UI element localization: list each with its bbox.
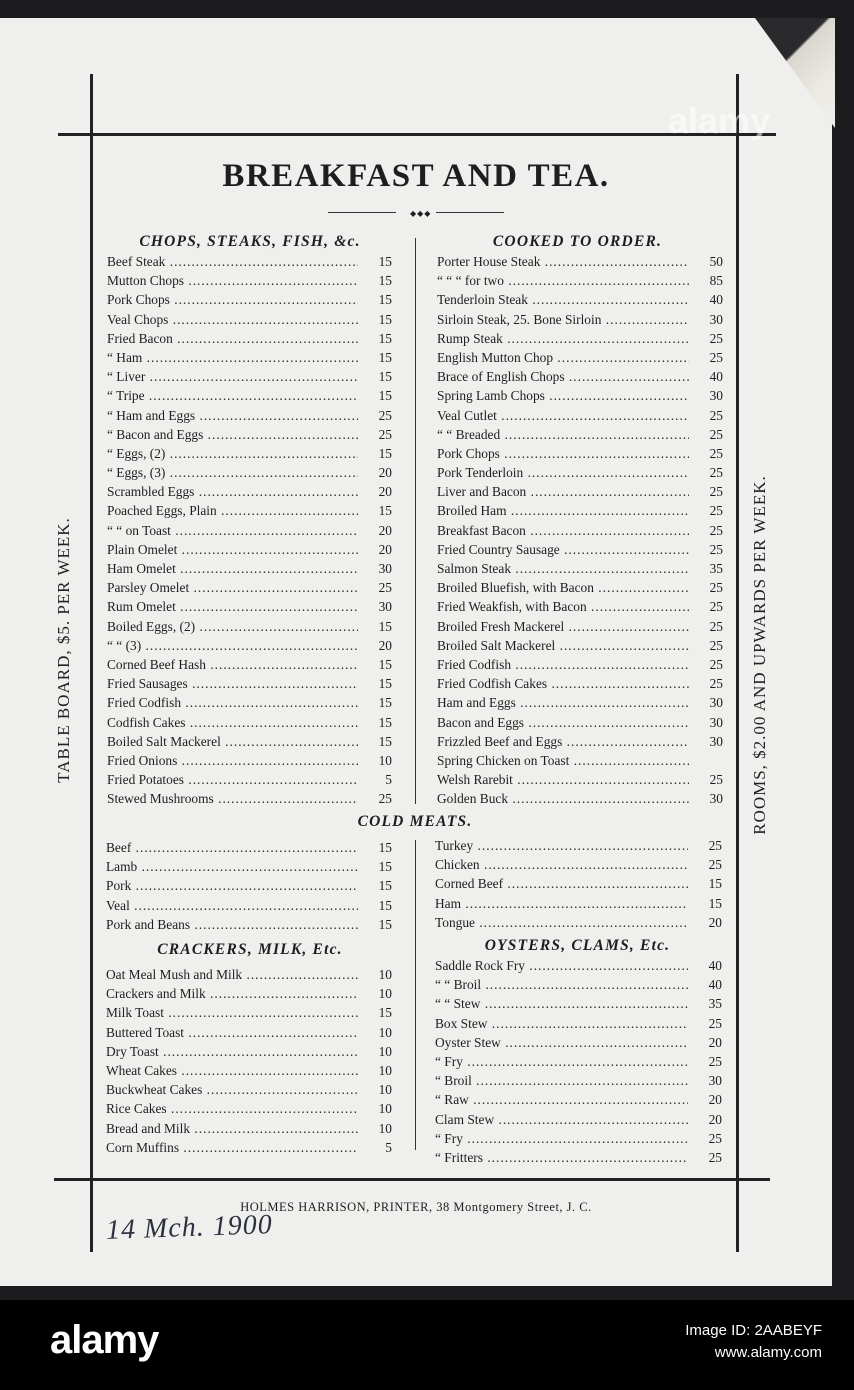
menu-item-name: Beef Steak ..... [107,252,358,271]
menu-item-name: Boiled Eggs, (2) ..... [107,617,358,636]
menu-item [435,1110,722,1129]
menu-item-price: 25 [709,772,723,788]
menu-item-price: 25 [709,349,723,365]
menu-item [106,1042,392,1061]
menu-item-name: Tongue ..... [435,913,688,932]
menu-item-price: 20 [378,541,392,557]
menu-item [107,444,392,463]
menu-item [107,521,392,540]
menu-item-price: 25 [709,330,723,346]
menu-item-name: Buttered Toast ..... [106,1023,358,1042]
menu-item [107,770,392,789]
menu-item [435,994,722,1013]
menu-item-name: “ Fry ..... [435,1129,688,1148]
menu-item [107,655,392,674]
menu-item-name: Crackers and Milk ..... [106,984,358,1003]
menu-item-name: Saddle Rock Fry ..... [435,956,688,975]
rooms-note: ROOMS, $2.00 AND UPWARDS PER WEEK. [750,475,769,835]
menu-item-name: Pork and Beans ..... [106,915,358,934]
table-board-note: TABLE BOARD, $5. PER WEEK. [54,517,73,783]
menu-item-price: 25 [709,445,723,461]
menu-item-name: Rump Steak ..... [437,329,689,348]
menu-item-name: English Mutton Chop ..... [437,348,689,367]
menu-item [107,329,392,348]
menu-item [435,894,722,913]
menu-item-price: 15 [378,349,392,365]
menu-item-price: 35 [709,561,723,576]
menu-item [435,1071,722,1090]
menu-item [106,1080,392,1099]
menu-item-name: Rum Omelet ..... [107,597,358,616]
menu-item-price: 40 [708,958,722,973]
menu-item-price: 10 [378,1101,392,1117]
frame-left-rule [90,74,93,1252]
heading-cooked: COOKED TO ORDER. [492,233,663,250]
cold-left-list [106,838,392,934]
menu-item-price: 25 [709,599,723,615]
menu-item-price: 15 [378,676,392,692]
menu-item-name: Box Stew ..... [435,1014,688,1033]
menu-item-price: 20 [378,465,392,481]
menu-item-name: Porter House Steak ..... [437,252,689,271]
menu-item [435,1052,722,1071]
menu-item [437,444,723,463]
menu-item [437,425,723,444]
menu-item [437,463,723,482]
menu-item-name: Pork Tenderloin ..... [437,463,689,482]
menu-item-price: 40 [709,292,723,308]
menu-item [107,425,392,444]
menu-item-name: “ “ Stew ..... [435,994,688,1013]
menu-item [107,252,392,271]
image-id-block [685,1320,822,1364]
menu-item [437,655,723,674]
menu-item-name: Buckwheat Cakes ..... [106,1080,358,1099]
menu-item-price: 30 [708,1073,722,1089]
menu-item-name: Pork Chops ..... [107,290,358,309]
menu-item [437,617,723,636]
menu-item-name: Veal Chops ..... [107,310,358,329]
menu-item [437,732,723,751]
menu-item-price: 25 [709,407,723,423]
menu-item [107,271,392,290]
menu-item [107,348,392,367]
menu-item-price: 5 [385,1139,392,1155]
menu-item-name: Parsley Omelet ..... [107,578,358,597]
watermark-brand: alamy [668,100,771,141]
menu-item-price: 20 [708,1034,722,1050]
menu-item [437,482,723,501]
menu-item-price: 25 [708,1053,722,1069]
menu-item [106,984,392,1003]
cold-right-list [435,836,722,932]
menu-item [437,521,723,540]
menu-item [437,252,723,271]
menu-item-name: Corned Beef ..... [435,874,688,893]
menu-item [107,310,392,329]
menu-item-name: Pork ..... [106,876,358,895]
menu-item [107,578,392,597]
menu-item-price: 25 [709,541,723,557]
menu-item-name: Liver and Bacon ..... [437,482,689,501]
menu-item-price: 15 [378,878,392,894]
menu-item [437,578,723,597]
menu-item-name: Golden Buck ..... [437,789,689,808]
menu-item [107,367,392,386]
menu-item-price: 15 [378,897,392,913]
menu-item [437,501,723,520]
menu-item-name: “ Bacon and Eggs ..... [107,425,358,444]
printer-credit: HOLMES HARRISON, PRINTER, 38 Montgomery Street, J. C. [240,1200,592,1214]
menu-item-price: 85 [709,273,723,289]
menu-item-price: 25 [708,857,722,873]
menu-item-price: 20 [378,522,392,538]
column-divider-bottom [415,840,416,1150]
menu-item [437,559,723,578]
menu-item-name: Tenderloin Steak ..... [437,290,689,309]
menu-item-price: 25 [709,484,723,500]
menu-item-name: Broiled Fresh Mackerel ..... [437,617,689,636]
menu-item [106,915,392,934]
frame-right-rule [736,74,739,1252]
menu-item-name: Chicken ..... [435,855,688,874]
menu-item [107,751,392,770]
menu-item-name: Fried Weakfish, with Bacon ..... [437,597,689,616]
menu-item-price: 25 [708,1149,722,1165]
menu-item-name: Broiled Salt Mackerel ..... [437,636,689,655]
menu-item-price: 15 [708,876,722,892]
menu-item [107,693,392,712]
menu-item [106,1099,392,1118]
menu-item-name: Broiled Ham ..... [437,501,689,520]
menu-item-name: Veal ..... [106,896,358,915]
menu-item-price: 10 [378,752,392,768]
menu-item-price: 25 [709,637,723,653]
menu-item [106,896,392,915]
menu-item [106,1003,392,1022]
menu-item-name: Salmon Steak ..... [437,559,689,578]
menu-item-price: 25 [709,465,723,481]
menu-item [106,838,392,857]
menu-item-name: Turkey ..... [435,836,688,855]
cooked-list [437,252,723,808]
menu-item [437,271,723,290]
menu-item [107,636,392,655]
menu-item [437,674,723,693]
menu-title: BREAKFAST AND TEA. [222,158,610,194]
menu-item-price: 20 [708,1111,722,1127]
crackers-list [106,965,392,1157]
menu-item [435,1148,722,1167]
menu-item-name: Clam Stew ..... [435,1110,688,1129]
menu-item-name: Corned Beef Hash ..... [107,655,358,674]
menu-item-name: Milk Toast ..... [106,1003,358,1022]
menu-item [435,855,722,874]
menu-item-name: Fried Sausages ..... [107,674,358,693]
menu-item-price: 30 [709,791,723,807]
frame-bottom-rule [54,1178,770,1181]
menu-item [435,913,722,932]
menu-item-price: 25 [708,1015,722,1031]
menu-item-name: Ham Omelet ..... [107,559,358,578]
menu-item-name: Poached Eggs, Plain ..... [107,501,358,520]
menu-item-name: Dry Toast ..... [106,1042,358,1061]
menu-item-price: 15 [378,859,392,875]
title-ornament [328,209,504,217]
menu-item [437,789,723,808]
menu-item-name: Scrambled Eggs ..... [107,482,358,501]
menu-item-name: “ Raw ..... [435,1090,688,1109]
menu-item-price: 10 [378,1082,392,1098]
menu-item [106,1119,392,1138]
menu-item-price: 10 [378,1024,392,1040]
menu-item-price: 20 [378,484,392,500]
menu-item [107,732,392,751]
menu-item-name: “ Tripe ..... [107,386,358,405]
menu-item [435,975,722,994]
menu-item-price: 10 [378,1043,392,1059]
chops-list [107,252,392,808]
menu-item [437,597,723,616]
menu-item-price: 30 [709,714,723,730]
menu-item-price: 30 [378,561,392,576]
menu-item [435,1033,722,1052]
menu-item-price: 15 [378,714,392,730]
menu-item-name: Oyster Stew ..... [435,1033,688,1052]
menu-item [437,329,723,348]
menu-item-name: Lamb ..... [106,857,358,876]
menu-item-name: Ham ..... [435,894,688,913]
heading-cold-meats: COLD MEATS. [357,813,473,830]
menu-item [107,463,392,482]
menu-item-name: Fried Codfish ..... [437,655,689,674]
menu-item [107,597,392,616]
menu-item-price: 30 [709,388,723,404]
menu-item-name: Fried Country Sausage ..... [437,540,689,559]
menu-item-name: Welsh Rarebit ..... [437,770,689,789]
menu-item-name: Pork Chops ..... [437,444,689,463]
menu-item-price: 15 [378,618,392,634]
menu-item-price: 15 [378,388,392,404]
menu-item [437,348,723,367]
menu-item [107,540,392,559]
menu-item [106,857,392,876]
menu-item-name: “ “ (3) ..... [107,636,358,655]
menu-item-name: “ “ on Toast ..... [107,521,358,540]
oysters-list [435,956,722,1167]
menu-item-name: Breakfast Bacon ..... [437,521,689,540]
menu-item-price: 15 [378,503,392,519]
menu-item [107,674,392,693]
menu-item [437,751,723,770]
menu-item-price: 25 [378,407,392,423]
menu-item-name: Veal Cutlet ..... [437,406,689,425]
menu-item-price: 50 [709,254,723,269]
menu-item [107,559,392,578]
ornament-diamond-icon: ◆◆◆ [410,209,432,218]
menu-item [106,1023,392,1042]
menu-item-price: 15 [708,895,722,911]
menu-item [437,406,723,425]
menu-item-price: 15 [378,656,392,672]
menu-item [107,789,392,808]
menu-item [435,1090,722,1109]
menu-item-price: 10 [378,1062,392,1078]
menu-item [106,1061,392,1080]
menu-item-price: 15 [378,695,392,711]
menu-item-name: Ham and Eggs ..... [437,693,689,712]
image-id: Image ID: 2AABEYF [685,1322,822,1339]
menu-item [107,501,392,520]
handwritten-date: 14 Mch. 1900 [105,1209,274,1246]
menu-item [437,310,723,329]
menu-item-price: 25 [708,1130,722,1146]
menu-item [435,836,722,855]
menu-item-price: 15 [378,1005,392,1021]
menu-item-price: 15 [378,330,392,346]
menu-item-price: 25 [709,503,723,519]
menu-item-name: “ “ Broil ..... [435,975,688,994]
menu-item-name: Brace of English Chops ..... [437,367,689,386]
menu-item-price: 15 [378,916,392,932]
menu-item-name: “ Ham and Eggs ..... [107,406,358,425]
site-url: www.alamy.com [714,1344,822,1361]
menu-item-name: Broiled Bluefish, with Bacon ..... [437,578,689,597]
column-divider-top [415,238,416,804]
menu-item-name: “ “ “ for two ..... [437,271,689,290]
menu-item-price: 10 [378,986,392,1002]
heading-oysters: OYSTERS, CLAMS, Etc. [484,937,671,954]
menu-item [106,876,392,895]
menu-item-name: Fried Onions ..... [107,751,358,770]
menu-item-price: 15 [378,311,392,327]
menu-item-price: 15 [378,254,392,269]
menu-item-name: “ Eggs, (2) ..... [107,444,358,463]
menu-item-price: 35 [708,996,722,1012]
menu-item [435,1014,722,1033]
menu-item-name: Bacon and Eggs ..... [437,713,689,732]
menu-item [437,693,723,712]
menu-item [107,290,392,309]
menu-item-price: 25 [709,580,723,596]
menu-item [435,1129,722,1148]
menu-item-name: Mutton Chops ..... [107,271,358,290]
menu-item-price: 25 [709,656,723,672]
menu-item [437,367,723,386]
menu-item-name: “ Liver ..... [107,367,358,386]
menu-item-price: 30 [709,311,723,327]
menu-item [437,636,723,655]
menu-item [437,713,723,732]
menu-item [435,874,722,893]
menu-item-price: 25 [709,426,723,442]
menu-item-name: Fried Codfish Cakes ..... [437,674,689,693]
menu-item-price: 20 [378,637,392,653]
menu-item-price: 20 [708,914,722,930]
menu-item-name: Rice Cakes ..... [106,1099,358,1118]
menu-item-name: Spring Lamb Chops ..... [437,386,689,405]
menu-item-name: Corn Muffins ..... [106,1138,358,1157]
menu-item [437,540,723,559]
menu-item-price: 25 [378,580,392,596]
menu-item-name: Wheat Cakes ..... [106,1061,358,1080]
menu-item [107,386,392,405]
menu-item-price: 15 [378,273,392,289]
menu-item [106,965,392,984]
menu-item-price: 30 [709,695,723,711]
menu-item-name: Fried Codfish ..... [107,693,358,712]
menu-item-name: Sirloin Steak, 25. Bone Sirloin ..... [437,310,689,329]
menu-item [437,770,723,789]
menu-item-price: 25 [378,426,392,442]
menu-item-price: 25 [709,618,723,634]
menu-item-price: 15 [378,733,392,749]
menu-item-name: Bread and Milk ..... [106,1119,358,1138]
menu-item-price: 25 [708,838,722,853]
menu-item-name: Stewed Mushrooms ..... [107,789,358,808]
menu-item-name: Oat Meal Mush and Milk ..... [106,965,358,984]
menu-item-name: “ Fritters ..... [435,1148,688,1167]
alamy-logo: alamy [50,1318,159,1362]
menu-item-name: Boiled Salt Mackerel ..... [107,732,358,751]
menu-item-name: “ Eggs, (3) ..... [107,463,358,482]
menu-item-name: Spring Chicken on Toast ..... [437,751,689,770]
menu-item-price: 15 [378,445,392,461]
menu-item-name: “ “ Breaded ..... [437,425,689,444]
menu-item-price: 5 [385,772,392,788]
menu-item-price: 25 [709,522,723,538]
menu-item [106,1138,392,1157]
menu-item [107,617,392,636]
menu-item-price: 15 [378,369,392,385]
menu-item-name: Fried Bacon ..... [107,329,358,348]
menu-item-name: “ Ham ..... [107,348,358,367]
menu-item-name: Frizzled Beef and Eggs ..... [437,732,689,751]
menu-item [107,713,392,732]
menu-item [107,406,392,425]
menu-item-price: 40 [709,369,723,385]
menu-item [107,482,392,501]
menu-item-price: 20 [708,1092,722,1108]
menu-item-price: 15 [378,840,392,855]
menu-item-price: 30 [709,733,723,749]
menu-item [437,290,723,309]
menu-item-price: 30 [378,599,392,615]
menu-item-name: “ Broil ..... [435,1071,688,1090]
menu-item [435,956,722,975]
menu-item-price: 10 [378,1120,392,1136]
menu-item-price: 25 [378,791,392,807]
menu-item-price: 15 [378,292,392,308]
menu-item [437,386,723,405]
heading-crackers: CRACKERS, MILK, Etc. [157,941,343,958]
menu-item-name: Fried Potatoes ..... [107,770,358,789]
menu-item-name: “ Fry ..... [435,1052,688,1071]
menu-item-name: Plain Omelet ..... [107,540,358,559]
menu-item-price: 25 [709,676,723,692]
menu-item-name: Beef ..... [106,838,358,857]
menu-item-price: 10 [378,967,392,982]
menu-item-name: Codfish Cakes ..... [107,713,358,732]
heading-chops: CHOPS, STEAKS, FISH, &c. [139,233,361,250]
menu-item-price: 40 [708,977,722,993]
